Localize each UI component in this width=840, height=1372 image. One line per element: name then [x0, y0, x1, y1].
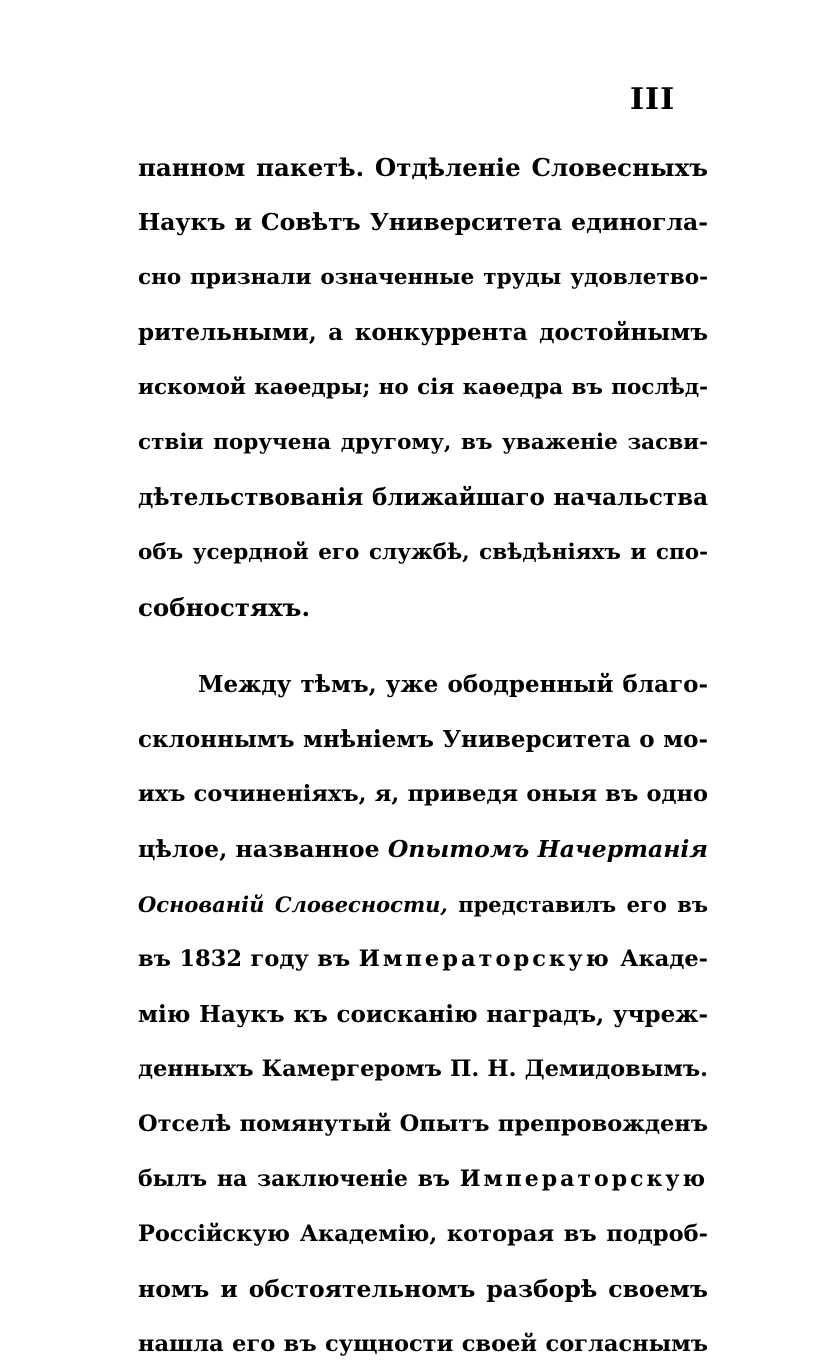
- text-line: искомой каѳедры; но сія каѳедра въ послѣд-: [138, 375, 708, 400]
- text-line: ихъ сочиненіяхъ, я, приведя оныя въ одно: [138, 781, 708, 807]
- text-line: ствіи поручена другому, въ уваженіе засви-: [138, 430, 708, 455]
- paragraph-1: [138, 140, 708, 635]
- paragraph-spacer: [138, 635, 708, 657]
- spaced-text: Императорскую: [358, 946, 612, 972]
- text-line: Между тѣмъ, уже ободренный благо-: [198, 671, 708, 698]
- book-title-italic: Опытомъ Начертанія: [387, 835, 708, 863]
- text-line: [138, 877, 708, 932]
- text-line: нашла его въ сущности своей согласнымъ: [138, 1331, 708, 1357]
- text-line: панном пакетѣ. Отдѣленіе Словесныхъ: [138, 153, 708, 182]
- text-line: склоннымъ мнѣніемъ Университета о мо-: [138, 726, 708, 753]
- text-line: объ усердной его службѣ, свѣдѣніяхъ и спо-: [138, 540, 708, 565]
- text-line: [138, 822, 708, 877]
- text-line: собностяхъ.: [138, 593, 311, 622]
- text-segment: Акаде-: [620, 946, 708, 972]
- paragraph-2: [138, 657, 708, 1372]
- text-line: сно признали означенные труды удовлетво-: [138, 265, 708, 290]
- text-line: рительными, а конкуррента достойнымъ: [138, 319, 708, 346]
- text-line: [138, 932, 708, 987]
- text-segment: былъ на заключеніе въ: [138, 1166, 450, 1192]
- text-line: номъ и обстоятельномъ разборѣ своемъ: [138, 1275, 708, 1303]
- text-line: Россійскую Академію, которая въ подроб-: [138, 1221, 708, 1247]
- text-segment: цѣлое, названное: [138, 835, 380, 863]
- text-line: мію Наукъ къ соисканію наградъ, учреж-: [138, 1001, 708, 1028]
- text-segment: представилъ его въ: [458, 892, 708, 917]
- spaced-text: Императорскую: [459, 1166, 708, 1192]
- text-line: Наукъ и Совѣтъ Университета единогла-: [138, 208, 708, 236]
- body-text: [138, 140, 708, 1372]
- text-line: денныхъ Камергеромъ П. Н. Демидовымъ.: [138, 1056, 708, 1082]
- book-title-italic: Основаній Словесности,: [138, 892, 448, 917]
- text-segment: въ 1832 году въ: [138, 946, 351, 972]
- text-line: дѣтельствованія ближайшаго начальства: [138, 484, 708, 511]
- text-line: [138, 1152, 708, 1207]
- page-number: III: [630, 82, 676, 117]
- text-line: Отселѣ помянутый Опытъ препровожденъ: [138, 1111, 708, 1137]
